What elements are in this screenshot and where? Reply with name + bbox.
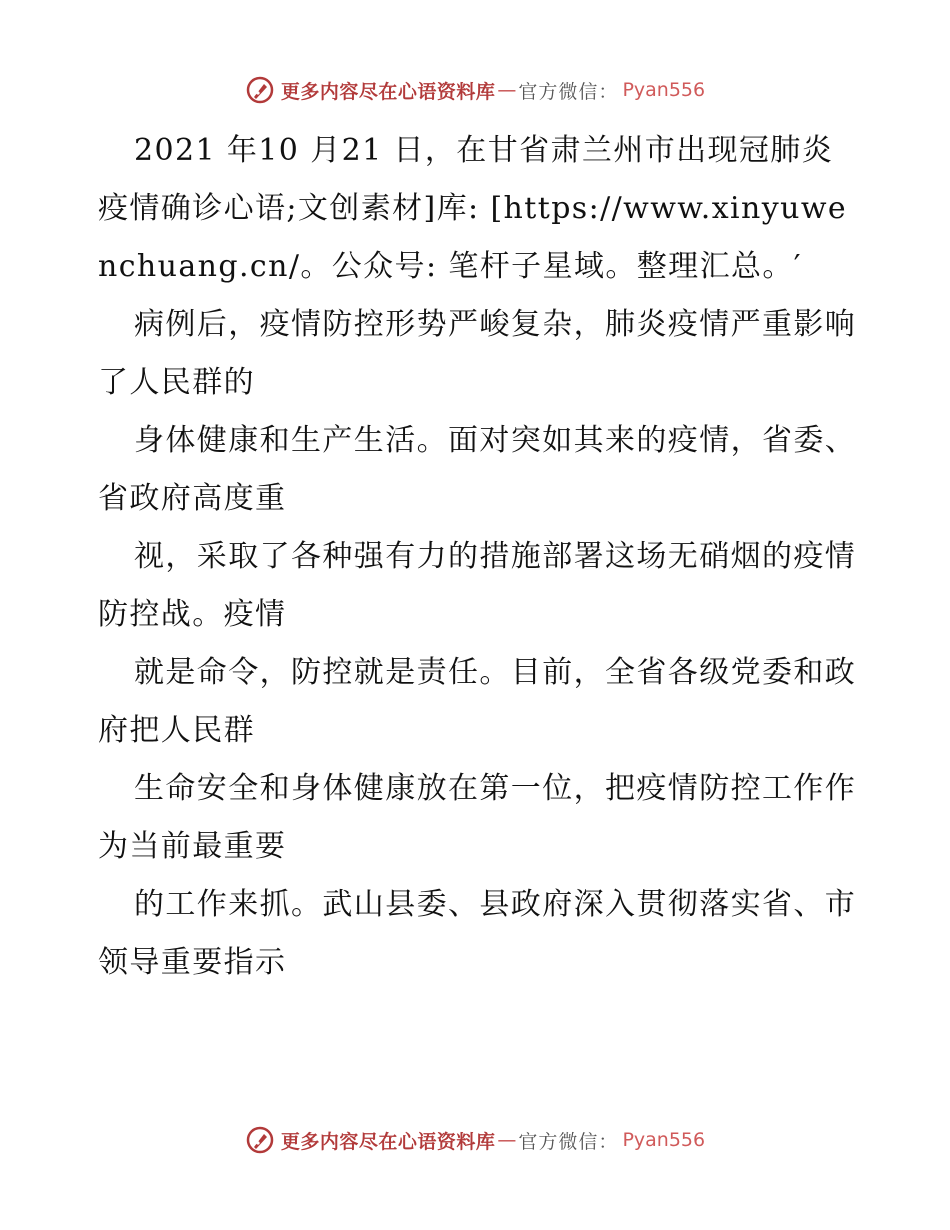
paragraph-2: 病例后，疫情防控形势严峻复杂，肺炎疫情严重影响了人民群的 xyxy=(98,307,857,400)
paragraph-3: 身体健康和生产生活。面对突如其来的疫情，省委、省政府高度重 xyxy=(98,423,857,516)
pen-nib-circle-logo-icon xyxy=(245,75,275,105)
banner-wechat-label: 官方微信： xyxy=(518,1130,619,1153)
footer-banner xyxy=(0,1120,950,1160)
banner-wechat-id: Pyan556 xyxy=(622,1129,706,1151)
paragraph-5: 就是命令，防控就是责任。目前，全省各级党委和政府把人民群 xyxy=(98,655,857,748)
paragraph-1: 2021 年10 月21 日，在甘省肃兰州市出现冠肺炎疫情确诊心语;文创素材]库: [https://www.xinyuwenchuang.cn/。公众号: 笔杆子星域。整理汇总。′ xyxy=(98,133,848,284)
paragraph-7: 的工作来抓。武山县委、县政府深入贯彻落实省、市领导重要指示 xyxy=(98,887,857,980)
banner-wechat-id: Pyan556 xyxy=(622,79,706,101)
header-banner xyxy=(0,70,950,110)
banner-main-text: 更多内容尽在心语资料库 xyxy=(280,80,496,103)
banner-separator: — xyxy=(497,1129,517,1151)
banner-separator: — xyxy=(497,79,517,101)
banner-main-text: 更多内容尽在心语资料库 xyxy=(280,1130,496,1153)
paragraph-6: 生命安全和身体健康放在第一位，把疫情防控工作作为当前最重要 xyxy=(98,771,857,864)
banner-wechat-label: 官方微信： xyxy=(518,80,619,103)
paragraph-4: 视，采取了各种强有力的措施部署这场无硝烟的疫情防控战。疫情 xyxy=(98,539,857,632)
document-body xyxy=(98,122,858,992)
pen-nib-circle-logo-icon xyxy=(245,1125,275,1155)
